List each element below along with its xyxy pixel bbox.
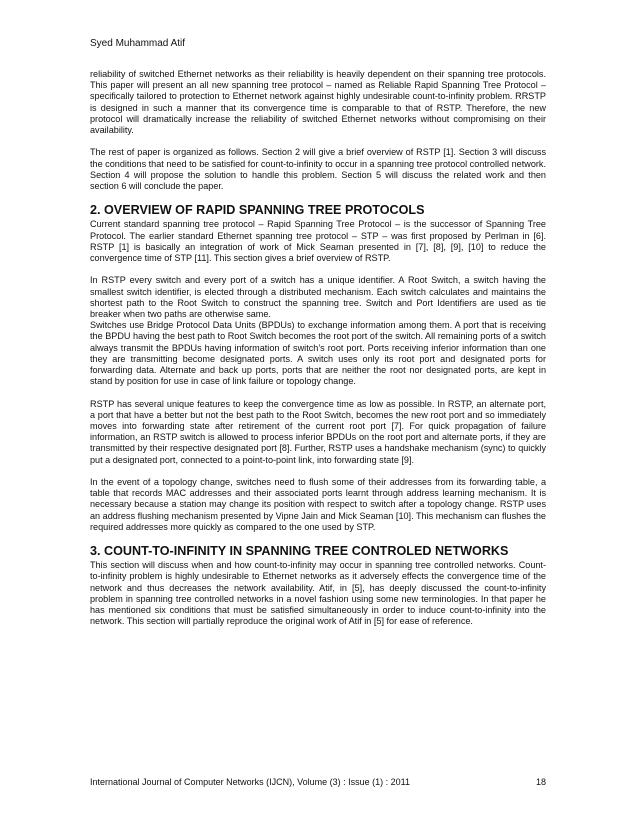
page-body xyxy=(90,69,546,639)
section-2-heading: 2. OVERVIEW OF RAPID SPANNING TREE PROTOCOLS xyxy=(90,203,425,218)
footer-page-number: 18 xyxy=(535,777,546,787)
section-2-paragraph-5: In the event of a topology change, switches need to flush some of their addresses from its forwarding table, a table that records MAC addresses and their associated ports learnt through address learning mechanism. It is necessary because a station may change its position with respect to switch after a topology change. RSTP uses an address flushing mechanism presented by Vipne Jain and Mick Seaman [10]. This mechanism can flushes the required addresses more quickly as compared to the one used by STP. xyxy=(90,477,546,532)
footer-journal-citation: International Journal of Computer Networks (IJCN), Volume (3) : Issue (1) : 2011 xyxy=(90,777,410,787)
section-2-paragraph-2: In RSTP every switch and every port of a switch has a unique identifier. A Root Switch, a switch having the smallest switch identifier, is elected through a distributed mechanism. Each switch calculates and maintains the shortest path to the Root Switch to construct the spanning tree. Switch and Port Identifiers are used as tie breaker when two paths are otherwise same. xyxy=(90,275,546,320)
page-footer xyxy=(90,777,546,787)
section-3-paragraph-1: This section will discuss when and how count-to-infinity may occur in spanning tree controlled networks. Count-to-infinity problem is highly undesirable to Ethernet networks as it adversely effects the convergence time of the network and thus decreases the network availability. Atif, in [5], has deeply discussed the count-to-infinity problem in spanning tree controlled networks in a novel fashion using some new terminologies. In that paper he has mentioned six conditions that must be satisfied simultaneously in order to induce count-to-infinity into the network. This section will partially reproduce the original work of Atif in [5] for ease of reference. xyxy=(90,560,546,627)
intro-paragraph-2: The rest of paper is organized as follows. Section 2 will give a brief overview of RSTP [1]. Section 3 will discuss the conditions that need to be satisfied for count-to-infinity to occur in a spanning tree protocol controlled network. Section 4 will propose the solution to handle this problem. Section 5 will discuss the related work and then section 6 will conclude the paper. xyxy=(90,147,546,192)
running-header-author: Syed Muhammad Atif xyxy=(90,38,186,49)
section-3-heading: 3. COUNT-TO-INFINITY IN SPANNING TREE CONTROLED NETWORKS xyxy=(90,544,509,559)
section-2-paragraph-4: RSTP has several unique features to keep the convergence time as low as possible. In RSTP, an alternate port, a port that have a better but not the best path to the Root Switch, becomes the new root port and so immediately moves into forwarding state after retirement of the current root port [7]. For quick propagation of failure information, an RSTP switch is allowed to process inferior BPDUs on the root port and alternate ports, if they are transmitted by their respective designated port [8]. Further, RSTP uses a handshake mechanism (sync) to quickly put a designated port, connected to a point-to-point link, into forwarding state [9]. xyxy=(90,398,546,465)
intro-paragraph-1: reliability of switched Ethernet networks as their reliability is heavily dependent on their spanning tree protocols. This paper will present an all new spanning tree protocol – named as Reliable Rapid Spanning Tree Protocol – specifically tailored to protection to Ethernet network against highly undesirable count-to-infinity problem. RRSTP is designed in such a manner that its convergence time is comparable to that of RSTP. Therefore, the new protocol will dramatically increase the reliability of switched Ethernet networks without compromising on their availability. xyxy=(90,69,546,136)
section-2-paragraph-3: Switches use Bridge Protocol Data Units (BPDUs) to exchange information among them. A port that is receiving the BPDU having the best path to Root Switch becomes the root port of the switch. All remaining ports of a switch always transmit the BPDUs having information of switch’s root port. Ports receiving inferior information than one they are transmitting become designated ports. A switch uses only its root port and designated ports for forwarding data. Alternate and back up ports, ports that are neither the root nor designated ports, are kept in stand by position for use in case of link failure or topology change. xyxy=(90,320,546,387)
section-2-paragraph-1: Current standard spanning tree protocol – Rapid Spanning Tree Protocol – is the successor of Spanning Tree Protocol. The earlier standard Ethernet spanning tree protocol – STP – was first proposed by Perlman in [6]. RSTP [1] is basically an integration of work of Mick Seaman presented in [7], [8], [9], [10] to reduce the convergence time of STP [11]. This section gives a brief overview of RSTP. xyxy=(90,219,546,264)
